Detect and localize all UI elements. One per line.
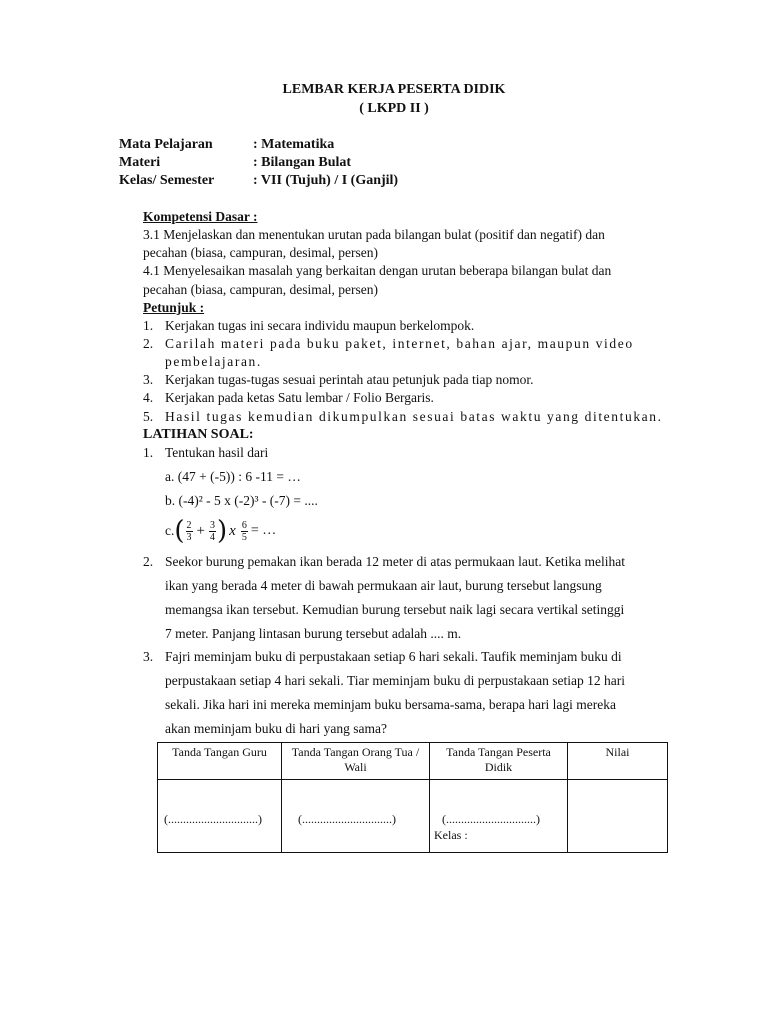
header-score: Nilai bbox=[568, 743, 668, 780]
q1-c-plus: + bbox=[196, 522, 205, 539]
meta-value-subject: : Matematika bbox=[253, 137, 335, 152]
kelas-label: Kelas : bbox=[434, 828, 468, 842]
petunjuk-item-2: Carilah materi pada buku paket, internet, bahan ajar, maupun video bbox=[165, 336, 634, 351]
student-signature-cell[interactable] bbox=[430, 780, 568, 853]
q3-line-2: perpustakaan setiap 4 hari sekali. Tiar meminjam buku di perpustakaan setiap 12 hari bbox=[165, 673, 626, 688]
petunjuk-item-5: Hasil tugas kemudian dikumpulkan sesuai batas waktu yang ditentukan. bbox=[165, 409, 663, 424]
fraction-3-num: 6 bbox=[241, 519, 247, 531]
fraction-2-num: 3 bbox=[210, 519, 215, 531]
fraction-3-den: 5 bbox=[241, 531, 247, 543]
kd-line-2: pecahan (biasa, campuran, desimal, persen) bbox=[143, 245, 379, 260]
document-title: LEMBAR KERJA PESERTA DIDIK bbox=[282, 82, 506, 97]
signature-table-body-row bbox=[158, 780, 668, 853]
teacher-sign-line: (..............................) bbox=[164, 812, 262, 826]
header-student-signature: Tanda Tangan Peserta Didik bbox=[430, 743, 568, 780]
student-sign-line: (..............................) bbox=[442, 812, 540, 826]
fraction-2 bbox=[209, 520, 216, 543]
petunjuk-item-4: Kerjakan pada ketas Satu lembar / Folio Bergaris. bbox=[165, 390, 434, 405]
close-paren: ) bbox=[217, 516, 228, 546]
q3-line-4: akan meminjam buku di hari yang sama? bbox=[165, 721, 387, 736]
q1-number: 1. bbox=[143, 445, 154, 460]
petunjuk-item-2-cont: pembelajaran. bbox=[165, 354, 262, 369]
signature-table bbox=[157, 742, 668, 853]
q1-part-c bbox=[165, 516, 276, 546]
petunjuk-item-3: Kerjakan tugas-tugas sesuai perintah atau petunjuk pada tiap nomor. bbox=[165, 372, 534, 387]
q1-part-b: b. (-4)² - 5 x (-2)³ - (-7) = .... bbox=[165, 493, 318, 508]
q2-line-4: 7 meter. Panjang lintasan burung tersebut adalah .... m. bbox=[165, 626, 462, 641]
q1-c-prefix: c. bbox=[165, 523, 175, 538]
q2-number: 2. bbox=[143, 554, 154, 569]
q1-part-a: a. (47 + (-5)) : 6 -11 = … bbox=[165, 469, 301, 484]
fraction-1-den: 3 bbox=[186, 531, 192, 543]
meta-label-subject: Mata Pelajaran bbox=[119, 137, 213, 152]
document-subtitle: ( LKPD II ) bbox=[359, 101, 429, 116]
fraction-2-den: 4 bbox=[210, 531, 215, 543]
fraction-1 bbox=[186, 520, 193, 543]
kd-heading: Kompetensi Dasar : bbox=[143, 209, 258, 224]
meta-label-material: Materi bbox=[119, 155, 161, 170]
header-teacher-signature: Tanda Tangan Guru bbox=[158, 743, 282, 780]
q1-c-times: x bbox=[229, 522, 236, 539]
meta-label-class: Kelas/ Semester bbox=[119, 173, 215, 188]
fraction-3 bbox=[241, 520, 248, 543]
q1-text: Tentukan hasil dari bbox=[165, 445, 269, 460]
petunjuk-num-5: 5. bbox=[143, 409, 154, 424]
kd-line-1: 3.1 Menjelaskan dan menentukan urutan pada bilangan bulat (positif dan negatif) dan bbox=[143, 227, 605, 242]
fraction-1-num: 2 bbox=[186, 519, 192, 531]
q2-line-1: Seekor burung pemakan ikan berada 12 meter di atas permukaan laut. Ketika melihat bbox=[165, 554, 625, 569]
meta-value-class: : VII (Tujuh) / I (Ganjil) bbox=[253, 173, 399, 188]
kd-line-4: pecahan (biasa, campuran, desimal, persen) bbox=[143, 282, 379, 297]
q3-line-3: sekali. Jika hari ini mereka meminjam buku bersama-sama, berapa hari lagi mereka bbox=[165, 697, 616, 712]
petunjuk-num-2: 2. bbox=[143, 336, 154, 351]
q2-line-3: memangsa ikan tersebut. Kemudian burung tersebut naik lagi secara vertikal setinggi bbox=[165, 602, 625, 617]
petunjuk-num-3: 3. bbox=[143, 372, 154, 387]
latihan-heading: LATIHAN SOAL: bbox=[143, 427, 254, 442]
open-paren: ( bbox=[174, 516, 185, 546]
petunjuk-num-1: 1. bbox=[143, 318, 154, 333]
teacher-signature-cell[interactable] bbox=[158, 780, 282, 853]
parent-signature-cell[interactable] bbox=[282, 780, 430, 853]
petunjuk-num-4: 4. bbox=[143, 390, 154, 405]
header-parent-signature: Tanda Tangan Orang Tua / Wali bbox=[282, 743, 430, 780]
q3-line-1: Fajri meminjam buku di perpustakaan setiap 6 hari sekali. Taufik meminjam buku di bbox=[165, 649, 622, 664]
parent-sign-line: (..............................) bbox=[298, 812, 396, 826]
signature-table-header-row bbox=[158, 743, 668, 780]
q1-c-tail: = … bbox=[250, 523, 277, 538]
q2-line-2: ikan yang berada 4 meter di bawah permukaan air laut, burung tersebut langsung bbox=[165, 578, 602, 593]
meta-value-material: : Bilangan Bulat bbox=[253, 155, 352, 170]
q3-number: 3. bbox=[143, 649, 154, 664]
petunjuk-heading: Petunjuk : bbox=[143, 300, 205, 315]
kd-line-3: 4.1 Menyelesaikan masalah yang berkaitan dengan urutan beberapa bilangan bulat dan bbox=[143, 263, 612, 278]
score-cell[interactable] bbox=[568, 780, 668, 853]
petunjuk-item-1: Kerjakan tugas ini secara individu maupun berkelompok. bbox=[165, 318, 475, 333]
